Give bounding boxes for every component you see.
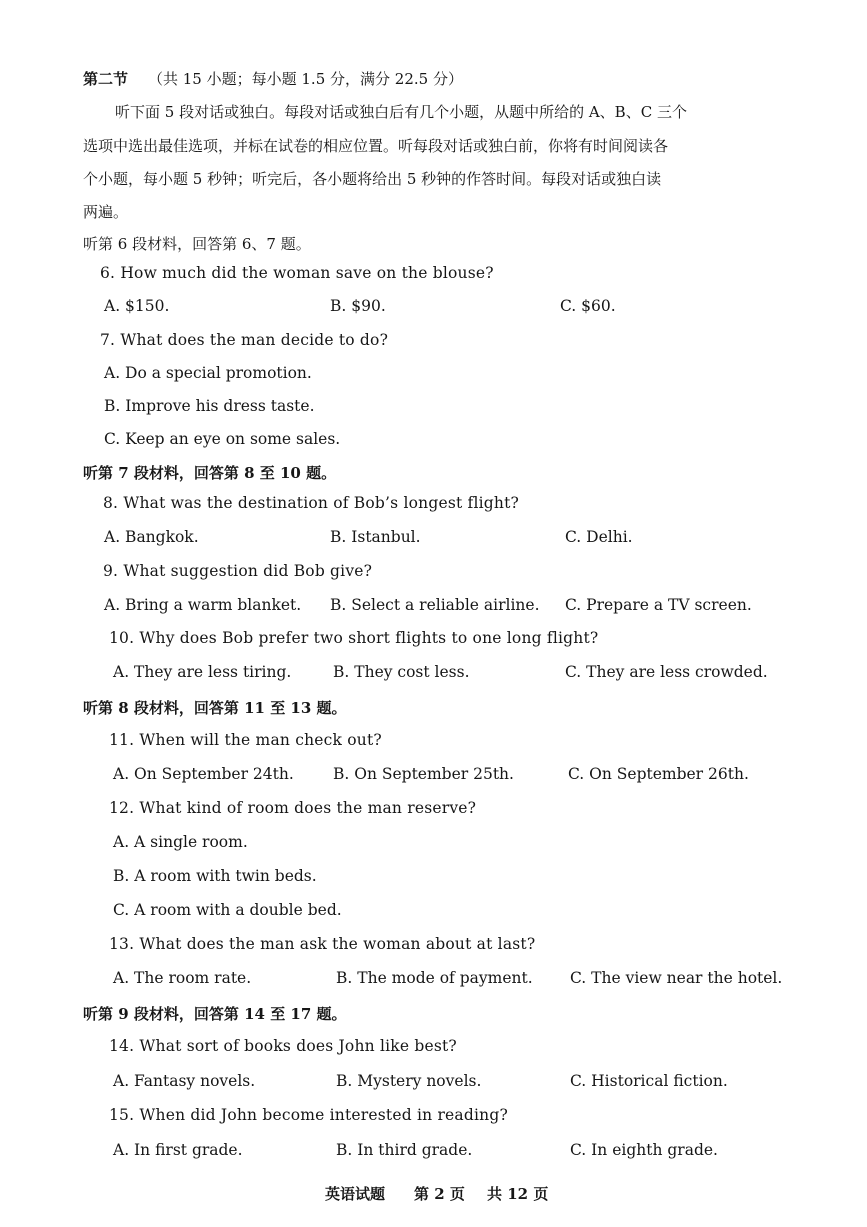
option-a: A. $150. — [104, 297, 170, 315]
option-c: C. They are less crowded. — [565, 663, 768, 681]
option-b: B. They cost less. — [333, 663, 470, 681]
option-c: C. The view near the hotel. — [570, 969, 783, 987]
option-a: A. They are less tiring. — [113, 663, 292, 681]
question-stem: 10. Why does Bob prefer two short flights to one long flight? — [109, 629, 599, 647]
instruction-line: 选项中选出最佳选项，并标在试卷的相应位置。听每段对话或独白前，你将有时间阅读各 — [83, 137, 669, 155]
option-a: A. On September 24th. — [113, 765, 294, 783]
option-c: C. Keep an eye on some sales. — [104, 430, 341, 448]
option-a: A. Fantasy novels. — [113, 1072, 256, 1090]
option-a: A. In first grade. — [113, 1141, 243, 1159]
instruction-line: 个小题，每小题 5 秒钟；听完后，各小题将给出 5 秒钟的作答时间。每段对话或独白读 — [83, 170, 662, 188]
question-stem: 14. What sort of books does John like best? — [109, 1037, 457, 1055]
option-c: C. Historical fiction. — [570, 1072, 728, 1090]
option-b: B. Istanbul. — [330, 528, 421, 546]
option-b: B. Improve his dress taste. — [104, 397, 315, 415]
group-heading: 听第 6 段材料，回答第 6、7 题。 — [83, 235, 311, 253]
option-c: C. Prepare a TV screen. — [565, 596, 752, 614]
option-b: B. Select a reliable airline. — [330, 596, 540, 614]
option-c: C. $60. — [560, 297, 616, 315]
option-a: A. Do a special promotion. — [104, 364, 312, 382]
option-b: B. Mystery novels. — [336, 1072, 482, 1090]
footer-subject: 英语试题 — [325, 1185, 386, 1203]
option-a: A. A single room. — [113, 833, 248, 851]
option-c: C. On September 26th. — [568, 765, 749, 783]
section-rule: （共 15 小题；每小题 1.5 分，满分 22.5 分） — [148, 70, 463, 88]
question-stem: 15. When did John become interested in reading? — [109, 1106, 508, 1124]
option-c: C. Delhi. — [565, 528, 633, 546]
option-a: A. Bangkok. — [104, 528, 199, 546]
option-b: B. In third grade. — [336, 1141, 473, 1159]
option-b: B. $90. — [330, 297, 386, 315]
section-title: 第二节 — [83, 70, 129, 88]
group-heading: 听第 7 段材料，回答第 8 至 10 题。 — [83, 464, 337, 482]
question-stem: 9. What suggestion did Bob give? — [103, 562, 373, 580]
question-stem: 13. What does the man ask the woman about at last? — [109, 935, 536, 953]
footer-total: 共 12 页 — [487, 1185, 549, 1203]
option-c: C. In eighth grade. — [570, 1141, 718, 1159]
option-c: C. A room with a double bed. — [113, 901, 342, 919]
question-stem: 6. How much did the woman save on the blouse? — [100, 264, 494, 282]
group-heading: 听第 8 段材料，回答第 11 至 13 题。 — [83, 699, 347, 717]
option-b: B. The mode of payment. — [336, 969, 533, 987]
option-b: B. A room with twin beds. — [113, 867, 317, 885]
group-heading: 听第 9 段材料，回答第 14 至 17 题。 — [83, 1005, 347, 1023]
instruction-line: 听下面 5 段对话或独白。每段对话或独白后有几个小题，从题中所给的 A、B、C 三个 — [115, 103, 687, 121]
option-a: A. The room rate. — [113, 969, 252, 987]
question-stem: 11. When will the man check out? — [109, 731, 382, 749]
question-stem: 12. What kind of room does the man reserve? — [109, 799, 477, 817]
instruction-line: 两遍。 — [83, 203, 129, 221]
question-stem: 7. What does the man decide to do? — [100, 331, 389, 349]
option-a: A. Bring a warm blanket. — [104, 596, 302, 614]
question-stem: 8. What was the destination of Bob’s longest flight? — [103, 494, 520, 512]
option-b: B. On September 25th. — [333, 765, 514, 783]
footer-page: 第 2 页 — [414, 1185, 465, 1203]
